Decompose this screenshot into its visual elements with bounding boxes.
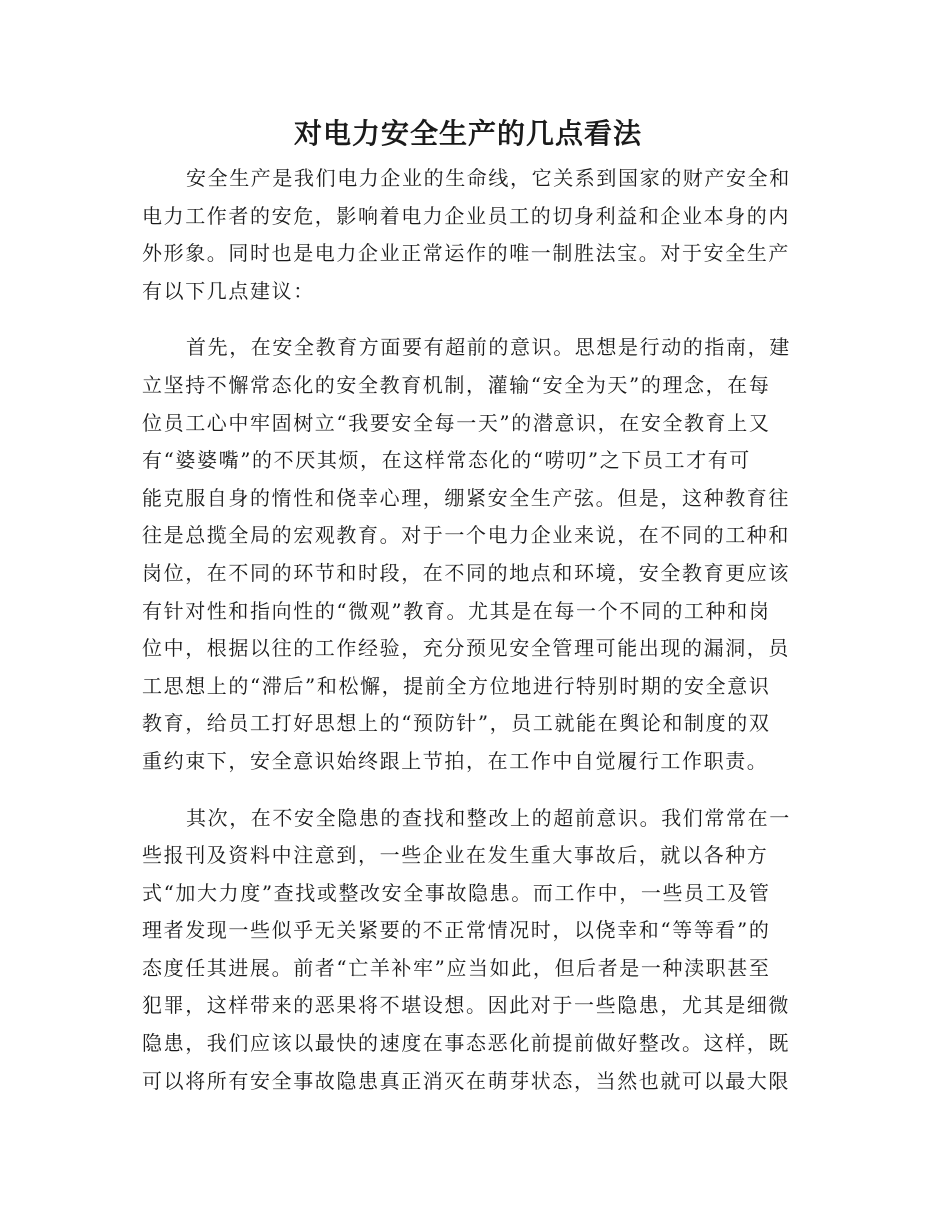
paragraph-line: 工思想上的“滞后”和松懈，提前全方位地进行特别时期的安全意识 [142, 673, 771, 698]
paragraph-line: 立坚持不懈常态化的安全教育机制，灌输“安全为天”的理念，在每 [142, 372, 771, 397]
paragraph-first-point [142, 329, 794, 780]
document-title: 对电力安全生产的几点看法 [293, 117, 642, 150]
paragraph-line: 位中，根据以往的工作经验，充分预见安全管理可能出现的漏洞，员 [142, 636, 790, 661]
paragraph-line: 理者发现一些似乎无关紧要的不正常情况时，以侥幸和“等等看”的 [142, 918, 771, 943]
paragraph-line: 有针对性和指向性的“微观”教育。尤其是在每一个不同的工种和岗 [142, 598, 771, 623]
paragraph-line: 电力工作者的安危，影响着电力企业员工的切身利益和企业本身的内 [142, 203, 790, 228]
paragraph-line: 能克服自身的惰性和侥幸心理，绷紧安全生产弦。但是，这种教育往 [142, 485, 790, 510]
document-page [142, 108, 794, 1100]
paragraph-line: 往是总揽全局的宏观教育。对于一个电力企业来说，在不同的工种和 [142, 523, 790, 548]
paragraph-line: 有以下几点建议： [142, 278, 315, 303]
paragraph-line: 犯罪，这样带来的恶果将不堪设想。因此对于一些隐患，尤其是细微 [142, 993, 790, 1018]
paragraph-line: 安全生产是我们电力企业的生命线，它关系到国家的财产安全和 [186, 166, 791, 190]
paragraph-line: 式“加大力度”查找或整改安全事故隐患。而工作中，一些员工及管 [142, 880, 771, 905]
paragraph-spacer [142, 310, 794, 329]
paragraph-intro [142, 160, 794, 310]
paragraph-line: 重约束下，安全意识始终跟上节拍，在工作中自觉履行工作职责。 [142, 748, 769, 773]
paragraph-second-point [142, 800, 794, 1101]
paragraph-line: 态度任其进展。前者“亡羊补牢”应当如此，但后者是一种渎职甚至 [142, 955, 771, 980]
paragraph-line: 位员工心中牢固树立“我要安全每一天”的潜意识，在安全教育上又 [142, 410, 771, 435]
paragraph-line: 首先，在安全教育方面要有超前的意识。思想是行动的指南，建 [186, 335, 791, 360]
paragraph-line: 些报刊及资料中注意到，一些企业在发生重大事故后，就以各种方 [142, 843, 769, 868]
paragraph-spacer [142, 781, 794, 800]
paragraph-line: 其次，在不安全隐患的查找和整改上的超前意识。我们常常在一 [186, 805, 791, 830]
paragraph-line: 可以将所有安全事故隐患真正消灭在萌芽状态，当然也就可以最大限 [142, 1068, 790, 1093]
paragraph-line: 教育，给员工打好思想上的“预防针”，员工就能在舆论和制度的双 [142, 711, 771, 736]
paragraph-line: 岗位，在不同的环节和时段，在不同的地点和环境，安全教育更应该 [142, 560, 790, 585]
paragraph-line: 隐患，我们应该以最快的速度在事态恶化前提前做好整改。这样，既 [142, 1031, 790, 1056]
paragraph-line: 外形象。同时也是电力企业正常运作的唯一制胜法宝。对于安全生产 [142, 241, 790, 266]
paragraph-line: 有“婆婆嘴”的不厌其烦，在这样常态化的“唠叨”之下员工才有可 [142, 448, 751, 473]
